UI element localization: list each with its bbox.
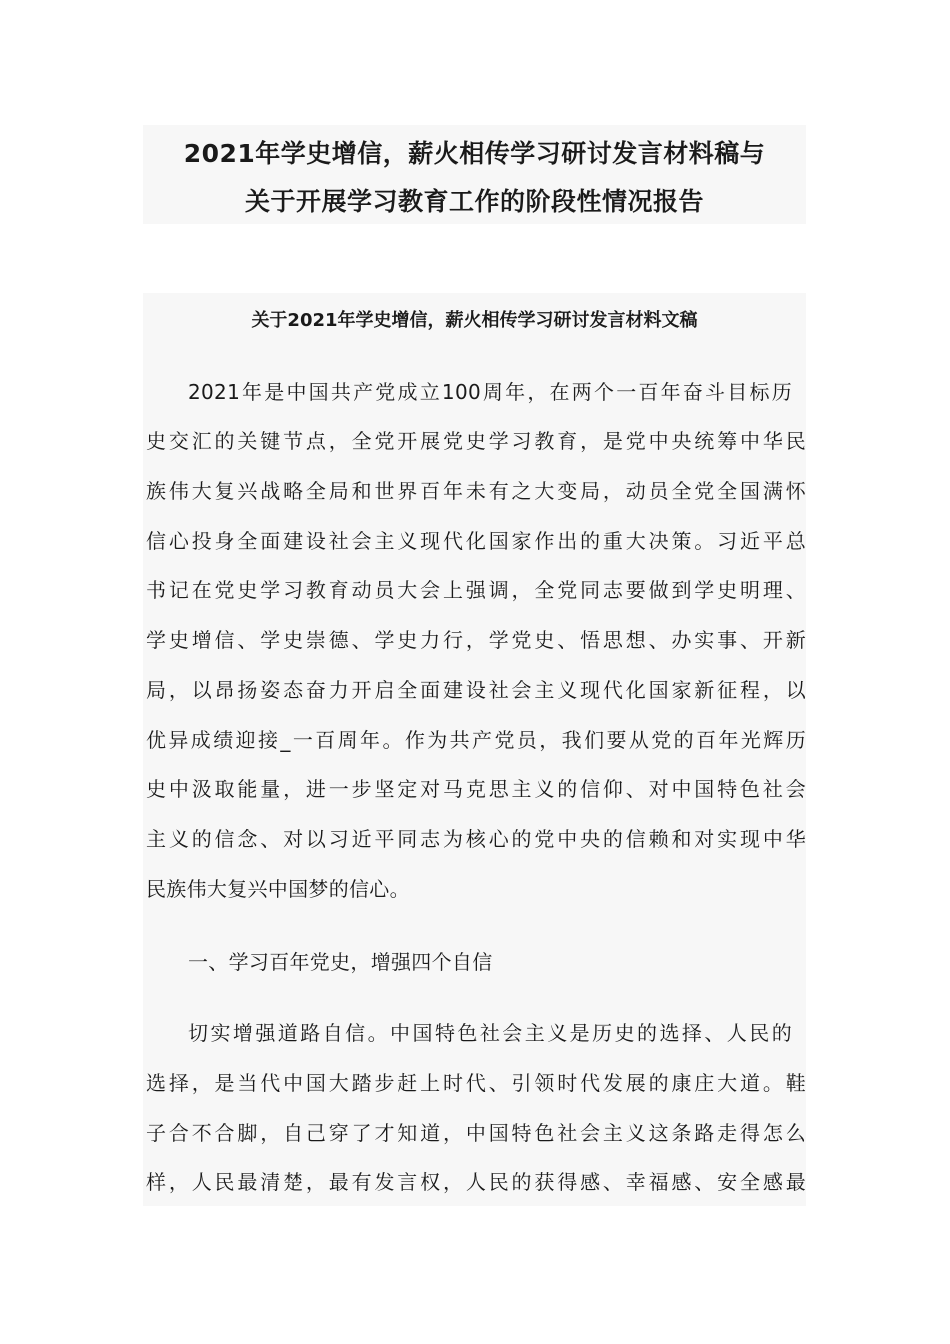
paragraph-line: 学史增信、学史崇德、学史力行，学党史、悟思想、办实事、开新	[146, 628, 806, 652]
paragraph-line: 书记在党史学习教育动员大会上强调，全党同志要做到学史明理、	[146, 578, 806, 602]
paragraph-line: 局，以昂扬姿态奋力开启全面建设社会主义现代化国家新征程，以	[146, 678, 806, 702]
paragraph-line: 信心投身全面建设社会主义现代化国家作出的重大决策。习近平总	[146, 529, 806, 553]
paragraph-line: 史交汇的关键节点，全党开展党史学习教育，是党中央统筹中华民	[146, 429, 806, 453]
paragraph-line: 2021年是中国共产党成立100周年，在两个一百年奋斗目标历	[188, 380, 792, 404]
paragraph-line: 选择，是当代中国大踏步赶上时代、引领时代发展的康庄大道。鞋	[146, 1071, 806, 1095]
paragraph-line: 族伟大复兴战略全局和世界百年未有之大变局，动员全党全国满怀	[146, 479, 806, 503]
section-heading: 一、学习百年党史，增强四个自信	[188, 950, 493, 974]
document-title-line-1: 2021年学史增信，薪火相传学习研讨发言材料稿与	[183, 139, 766, 168]
document-title-line-2: 关于开展学习教育工作的阶段性情况报告	[244, 187, 704, 216]
paragraph-line: 样，人民最清楚，最有发言权，人民的获得感、幸福感、安全感最	[146, 1170, 806, 1194]
paragraph-line: 主义的信念、对以习近平同志为核心的党中央的信赖和对实现中华	[146, 827, 806, 851]
paragraph-line: 子合不合脚，自己穿了才知道，中国特色社会主义这条路走得怎么	[146, 1121, 806, 1145]
article-subtitle: 关于2021年学史增信，薪火相传学习研讨发言材料文稿	[251, 310, 698, 331]
paragraph-line: 民族伟大复兴中国梦的信心。	[146, 877, 410, 901]
paragraph-line: 优异成绩迎接_一百周年。作为共产党员，我们要从党的百年光辉历	[146, 728, 806, 752]
paragraph-line: 切实增强道路自信。中国特色社会主义是历史的选择、人民的	[188, 1021, 792, 1045]
paragraph-line: 史中汲取能量，进一步坚定对马克思主义的信仰、对中国特色社会	[146, 777, 806, 801]
